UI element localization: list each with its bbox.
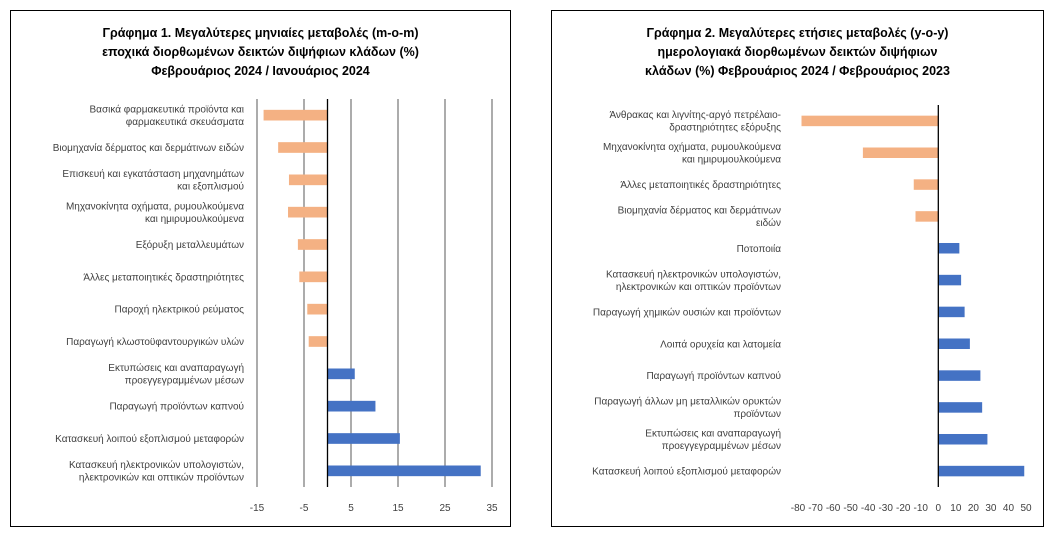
chart-2-title-line-3: κλάδων (%) Φεβρουάριος 2024 / Φεβρουάριος 2023 xyxy=(645,64,950,78)
chart-1-bar xyxy=(328,368,355,379)
chart-2-category-label: Κατασκευή ηλεκτρονικών υπολογιστών, xyxy=(605,269,781,281)
chart-2-tick-label: 0 xyxy=(935,503,942,514)
chart-2-bar xyxy=(938,307,964,318)
chart-1-category-label: και ημιρυμουλκούμενα xyxy=(144,213,244,225)
chart-2-tick-label: -10 xyxy=(913,503,928,514)
chart-2-bar xyxy=(938,434,987,445)
chart-2-bar xyxy=(916,211,939,222)
chart-2-category-label: Παραγωγή χημικών ουσιών και προϊόντων xyxy=(592,307,781,319)
chart-2-category-label: Μηχανοκίνητα οχήματα, ρυμουλκούμενα xyxy=(602,142,781,153)
chart-2-tick-label: -20 xyxy=(896,503,911,514)
chart-1-bar xyxy=(299,271,327,282)
chart-2-bar xyxy=(914,179,939,190)
chart-1-tick-label: 15 xyxy=(392,503,404,514)
chart-2-tick-label: 10 xyxy=(950,503,962,514)
chart-1-category-label: φαρμακευτικά σκευάσματα xyxy=(125,116,244,128)
chart-2-bar xyxy=(938,370,980,381)
chart-1-category-label: Βασικά φαρμακευτικά προϊόντα και xyxy=(89,104,244,116)
chart-2-tick-label: -70 xyxy=(808,503,823,514)
chart-1-title-line-1: Γράφημα 1. Μεγαλύτερες μηνιαίες μεταβολές (m-o-m) xyxy=(102,26,419,40)
chart-2-tick-label: -50 xyxy=(843,503,858,514)
chart-1-bar xyxy=(328,401,376,412)
chart-2-bar xyxy=(938,402,982,413)
chart-1-category-label: και εξοπλισμού xyxy=(177,181,244,193)
chart-2-category-label: δραστηριότητες εξόρυξης xyxy=(669,122,781,134)
chart-2-category-label: Ποτοποιία xyxy=(736,243,781,255)
chart-1-category-label: προεγγεγραμμένων μέσων xyxy=(124,375,244,387)
chart-2-tick-label: 30 xyxy=(985,503,997,514)
chart-1-category-label: ηλεκτρονικών και οπτικών προϊόντων xyxy=(78,472,244,484)
chart-1-category-label: Κατασκευή ηλεκτρονικών υπολογιστών, xyxy=(68,460,244,472)
chart-1-category-label: Εξόρυξη μεταλλευμάτων xyxy=(135,240,244,251)
chart-1-bar xyxy=(328,465,481,476)
chart-2-category-label: ηλεκτρονικών και οπτικών προϊόντων xyxy=(615,281,781,293)
chart-1-category-label: Παραγωγή κλωστοϋφαντουργικών υλών xyxy=(66,337,244,348)
chart-1-category-label: Κατασκευή λοιπού εξοπλισμού μεταφορών xyxy=(55,434,244,445)
chart-1-tick-label: 25 xyxy=(439,503,451,514)
chart-1-bar xyxy=(289,174,328,185)
chart-2-bar xyxy=(938,466,1024,477)
chart-2-tick-label: 50 xyxy=(1020,503,1032,514)
chart-2-plot xyxy=(552,11,1045,528)
chart-1-category-label: Παραγωγή προϊόντων καπνού xyxy=(109,401,244,413)
chart-2-category-label: Άλλες μεταποιητικές δραστηριότητες xyxy=(620,180,781,192)
chart-1-bar xyxy=(278,142,327,153)
chart-2-tick-label: -30 xyxy=(878,503,893,514)
chart-1-title-line-2: εποχικά διορθωμένων δεικτών διψήφιων κλάδων (%) xyxy=(102,45,419,59)
chart-1-category-label: Εκτυπώσεις και αναπαραγωγή xyxy=(108,363,244,375)
chart-2-title-line-1: Γράφημα 2. Μεγαλύτερες ετήσιες μεταβολές (y-o-y) xyxy=(646,26,949,40)
chart-1-category-label: Επισκευή και εγκατάσταση μηχανημάτων xyxy=(62,169,244,181)
chart-1-bar xyxy=(298,239,328,250)
chart-1-tick-label: -15 xyxy=(249,503,265,514)
chart-2-tick-label: -40 xyxy=(860,503,876,514)
chart-2-category-label: Παραγωγή προϊόντων καπνού xyxy=(646,371,781,383)
chart-2-category-label: προεγγεγραμμένων μέσων xyxy=(661,441,781,452)
chart-1-panel xyxy=(10,10,511,527)
chart-1-bar xyxy=(307,304,327,315)
chart-2-bar xyxy=(938,243,959,254)
chart-2-bar xyxy=(938,275,961,286)
chart-2-category-label: Βιομηχανία δέρματος και δερμάτινων xyxy=(617,205,781,217)
chart-1-category-label: Βιομηχανία δέρματος και δερμάτινων ειδών xyxy=(52,143,244,154)
chart-1-category-label: Παροχή ηλεκτρικού ρεύματος xyxy=(114,304,244,316)
chart-2-category-label: ειδών xyxy=(755,218,781,230)
chart-1-tick-label: 35 xyxy=(486,503,498,514)
chart-2-category-label: Παραγωγή άλλων μη μεταλλικών ορυκτών xyxy=(594,396,781,408)
chart-1-title-line-3: Φεβρουάριος 2024 / Ιανουάριος 2024 xyxy=(151,64,370,78)
chart-1-category-label: Άλλες μεταποιητικές δραστηριότητες xyxy=(83,272,244,284)
chart-2-tick-label: -80 xyxy=(790,503,806,514)
chart-1-bar xyxy=(328,433,400,444)
chart-2-panel xyxy=(551,10,1044,527)
chart-2-category-label: Άνθρακας και λιγνίτης-αργό πετρέλαιο- xyxy=(609,110,781,122)
chart-2-tick-label: -60 xyxy=(825,503,841,514)
chart-1-category-label: Μηχανοκίνητα οχήματα, ρυμουλκούμενα xyxy=(65,201,244,213)
chart-2-tick-label: 20 xyxy=(967,503,979,514)
chart-2-bar xyxy=(802,116,939,127)
chart-1-plot xyxy=(11,11,512,528)
chart-2-title-line-2: ημερολογιακά διορθωμένων δεικτών διψήφιων xyxy=(657,45,938,59)
chart-2-category-label: Λοιπά ορυχεία και λατομεία xyxy=(660,339,781,351)
chart-1-bar xyxy=(309,336,328,347)
chart-1-tick-label: 5 xyxy=(348,503,354,514)
chart-1-bar xyxy=(264,110,328,121)
chart-2-category-label: Εκτυπώσεις και αναπαραγωγή xyxy=(645,428,781,440)
chart-1-bar xyxy=(288,207,327,218)
chart-1-tick-label: -5 xyxy=(299,503,309,514)
chart-2-bar xyxy=(863,147,938,158)
chart-2-category-label: προϊόντων xyxy=(733,409,781,421)
chart-2-bar xyxy=(938,338,970,349)
chart-2-tick-label: 40 xyxy=(1002,503,1015,514)
chart-2-category-label: και ημιρυμουλκούμενα xyxy=(681,154,781,166)
chart-2-category-label: Κατασκευή λοιπού εξοπλισμού μεταφορών xyxy=(592,466,781,478)
